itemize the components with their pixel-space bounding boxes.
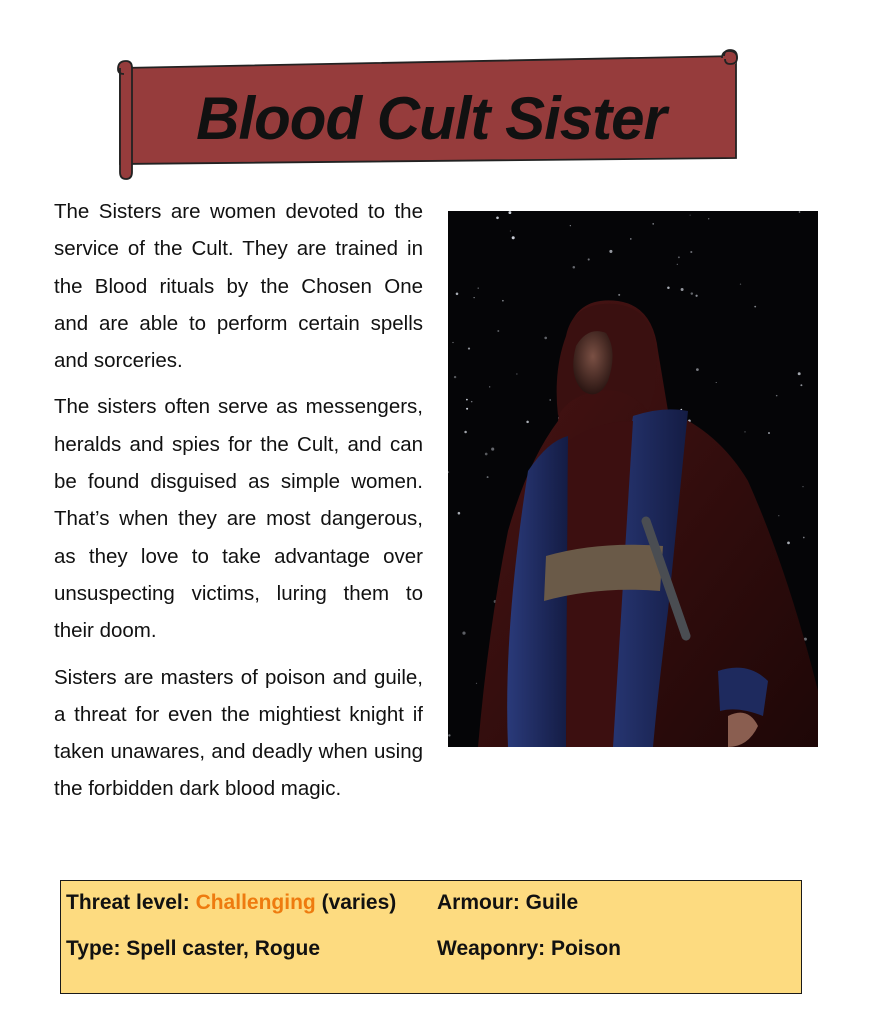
star-dot [691, 292, 693, 294]
sister-portrait-image [448, 211, 818, 747]
paragraph-abilities: Sisters are masters of poison and guile, a threat for even the mightiest knight if taken unawares, and deadly when using the forbidden dark blood magic. [54, 665, 423, 801]
star-dot [798, 372, 801, 375]
star-dot [544, 337, 547, 340]
threat-value: Challenging [195, 891, 316, 914]
star-dot [573, 266, 576, 269]
threat-label: Threat level: [66, 891, 190, 914]
hooded-figure-illustration [448, 211, 818, 747]
star-dot [802, 486, 803, 487]
star-dot [787, 542, 790, 545]
star-dot [716, 382, 717, 383]
star-dot [474, 297, 475, 298]
paragraph-intro: The Sisters are women devoted to the service of the Cult. They are trained in the Blood rituals by the Chosen One and are able to perform certain spells and sorceries. [54, 200, 423, 373]
page-title: Blood Cult Sister [196, 84, 666, 152]
star-dot [471, 401, 473, 403]
star-dot [708, 218, 709, 219]
star-dot [678, 256, 680, 258]
star-dot [476, 683, 477, 684]
star-dot [508, 211, 511, 214]
star-dot [456, 293, 459, 296]
stat-box [60, 880, 802, 994]
star-dot [800, 384, 802, 386]
star-dot [454, 376, 456, 378]
star-dot [570, 225, 571, 226]
star-dot [485, 453, 488, 456]
star-dot [462, 632, 465, 635]
star-dot [768, 432, 770, 434]
star-dot [496, 216, 499, 219]
paragraph-roles: The sisters often serve as messengers, heralds and spies for the Cult, and can be found disguised as simple women. That’s when they are most dangerous, as they love to take advantage over unsuspecting victims, luring them to their doom. [54, 395, 423, 643]
star-dot [799, 211, 801, 213]
star-dot [464, 431, 467, 434]
star-dot [754, 306, 756, 308]
star-dot [652, 223, 654, 225]
type-stat: Type: Spell caster, Rogue [66, 937, 321, 960]
armour-stat: Armour: Guile [437, 891, 579, 914]
star-dot [468, 348, 470, 350]
star-dot [695, 295, 697, 297]
star-dot [776, 395, 778, 397]
star-dot [618, 294, 620, 296]
star-dot [516, 373, 517, 374]
threat-level [66, 891, 396, 915]
star-dot [512, 236, 515, 239]
star-dot [491, 448, 494, 451]
star-dot [526, 421, 529, 424]
star-dot [609, 250, 612, 253]
star-dot [588, 258, 590, 260]
threat-note: (varies) [321, 891, 397, 914]
star-dot [502, 300, 504, 302]
star-dot [744, 431, 745, 432]
star-dot [466, 399, 468, 401]
star-dot [487, 476, 489, 478]
star-dot [452, 342, 453, 343]
star-dot [466, 408, 468, 410]
star-dot [740, 284, 741, 285]
star-dot [630, 238, 632, 240]
star-dot [448, 734, 450, 736]
description-text [54, 193, 423, 817]
weaponry-stat: Weaponry: Poison [437, 937, 621, 960]
star-dot [549, 399, 551, 401]
star-dot [497, 330, 499, 332]
star-dot [803, 537, 805, 539]
star-dot [690, 215, 691, 216]
star-dot [690, 251, 692, 253]
star-dot [677, 264, 678, 265]
star-dot [458, 512, 461, 515]
star-dot [778, 515, 779, 516]
star-dot [510, 230, 511, 231]
title-banner [108, 48, 742, 182]
star-dot [681, 288, 684, 291]
star-dot [478, 287, 479, 288]
star-dot [667, 287, 670, 290]
star-dot [696, 368, 699, 371]
star-dot [489, 386, 490, 387]
